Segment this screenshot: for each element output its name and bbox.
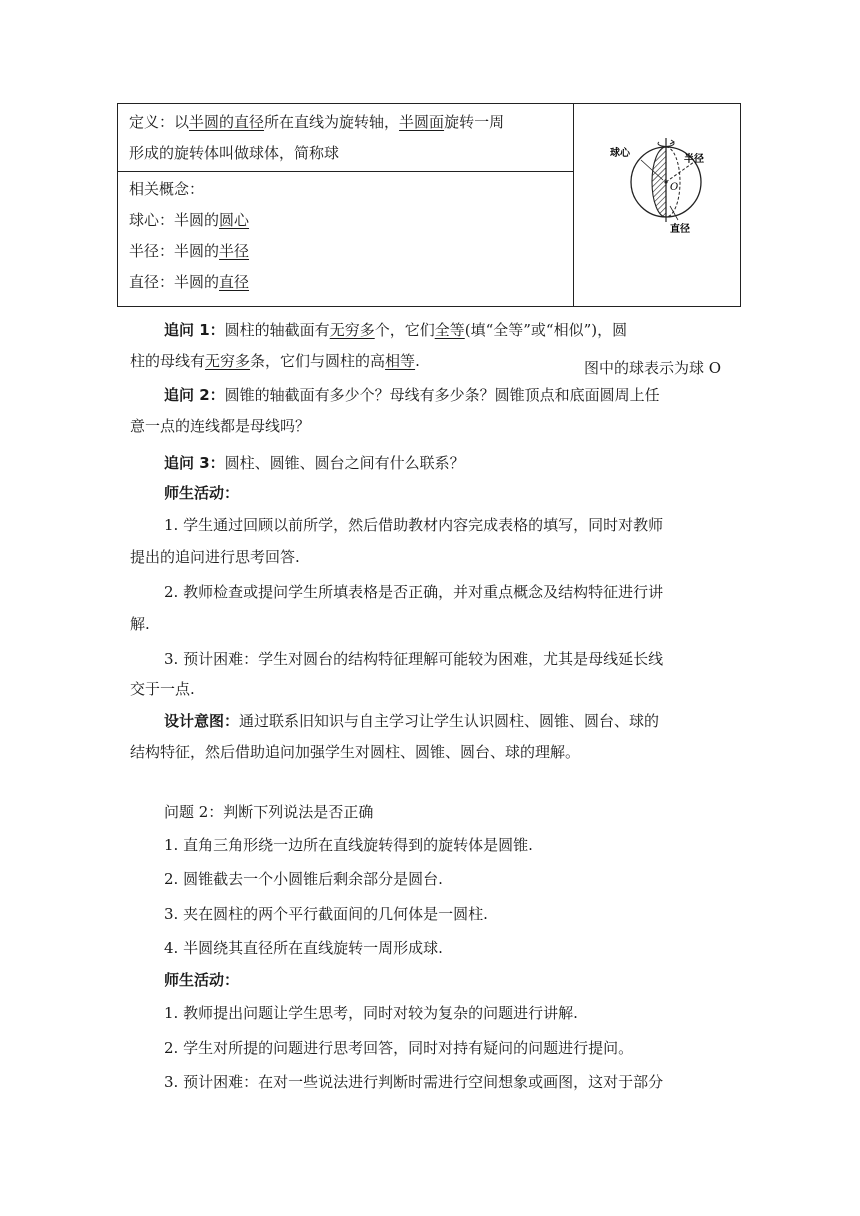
followup-3: 追问 3：圆柱、圆锥、圆台之间有什么联系？ (164, 454, 465, 472)
statement-4: 4. 半圆绕其直径所在直线旋转一周形成球. (164, 939, 443, 957)
radius-row: 半径：半圆的半径 (129, 242, 250, 260)
followup-2-line2: 意一点的连线都是母线吗？ (130, 417, 311, 435)
activity-2-item-1: 1. 教师提出问题让学生思考，同时对较为复杂的问题进行讲解. (164, 1004, 578, 1022)
figure-label-center: 球心 (610, 148, 630, 159)
activity-2-title: 师生活动： (164, 971, 240, 989)
table-divider-vertical (573, 104, 574, 306)
figure-label-radius: 半径 (684, 154, 704, 165)
definition-line-1: 定义：以半圆的直径所在直线为旋转轴，半圆面旋转一周 (129, 113, 505, 131)
activity-2-item-3: 3. 预计困难：在对一些说法进行判断时需进行空间想象或画图，这对于部分 (164, 1073, 664, 1091)
definition-cell (129, 107, 569, 169)
statement-2: 2. 圆锥截去一个小圆锥后剩余部分是圆台. (164, 870, 443, 888)
activity-1-item-1a: 1. 学生通过回顾以前所学，然后借助教材内容完成表格的填写，同时对教师 (164, 516, 664, 534)
figure-caption: 图中的球表示为球 O (584, 359, 722, 377)
table-divider-horizontal (118, 171, 573, 172)
design-intent: 设计意图：通过联系旧知识与自主学习让学生认识圆柱、圆锥、圆台、球的 (164, 712, 660, 730)
activity-1-item-3a: 3. 预计困难：学生对圆台的结构特征理解可能较为困难，尤其是母线延长线 (164, 650, 664, 668)
activity-1-title: 师生活动： (164, 484, 240, 502)
activity-1-item-3b: 交于一点. (130, 680, 195, 698)
activity-2-item-2: 2. 学生对所提的问题进行思考回答，同时对持有疑问的问题进行提问。 (164, 1039, 634, 1057)
center-row: 球心：半圆的圆心 (129, 211, 250, 229)
definition-line-2: 形成的旋转体叫做球体，简称球 (129, 144, 340, 162)
figure-label-o: O (670, 182, 679, 193)
activity-1-item-2a: 2. 教师检查或提问学生所填表格是否正确，并对重点概念及结构特征进行讲 (164, 583, 664, 601)
problem-2-title: 问题 2：判断下列说法是否正确 (164, 803, 374, 821)
followup-1: 追问 1：圆柱的轴截面有无穷多个，它们全等(填“全等”或“相似”)，圆 (164, 321, 628, 339)
diameter-row: 直径：半圆的直径 (129, 273, 250, 291)
followup-2: 追问 2：圆锥的轴截面有多少个？母线有多少条？圆锥顶点和底面圆周上任 (164, 386, 660, 404)
figure-label-diameter: 直径 (670, 224, 690, 235)
design-intent-line2: 结构特征，然后借助追问加强学生对圆柱、圆锥、圆台、球的理解。 (130, 743, 581, 761)
statement-3: 3. 夹在圆柱的两个平行截面间的几何体是一圆柱. (164, 905, 488, 923)
followup-1-line2: 柱的母线有无穷多条，它们与圆柱的高相等. (130, 352, 420, 370)
sphere-figure (610, 110, 716, 240)
related-title: 相关概念： (129, 180, 205, 198)
activity-1-item-2b: 解. (130, 615, 150, 633)
statement-1: 1. 直角三角形绕一边所在直线旋转得到的旋转体是圆锥. (164, 836, 533, 854)
related-concepts-cell (129, 174, 249, 298)
activity-1-item-1b: 提出的追问进行思考回答. (130, 548, 300, 566)
